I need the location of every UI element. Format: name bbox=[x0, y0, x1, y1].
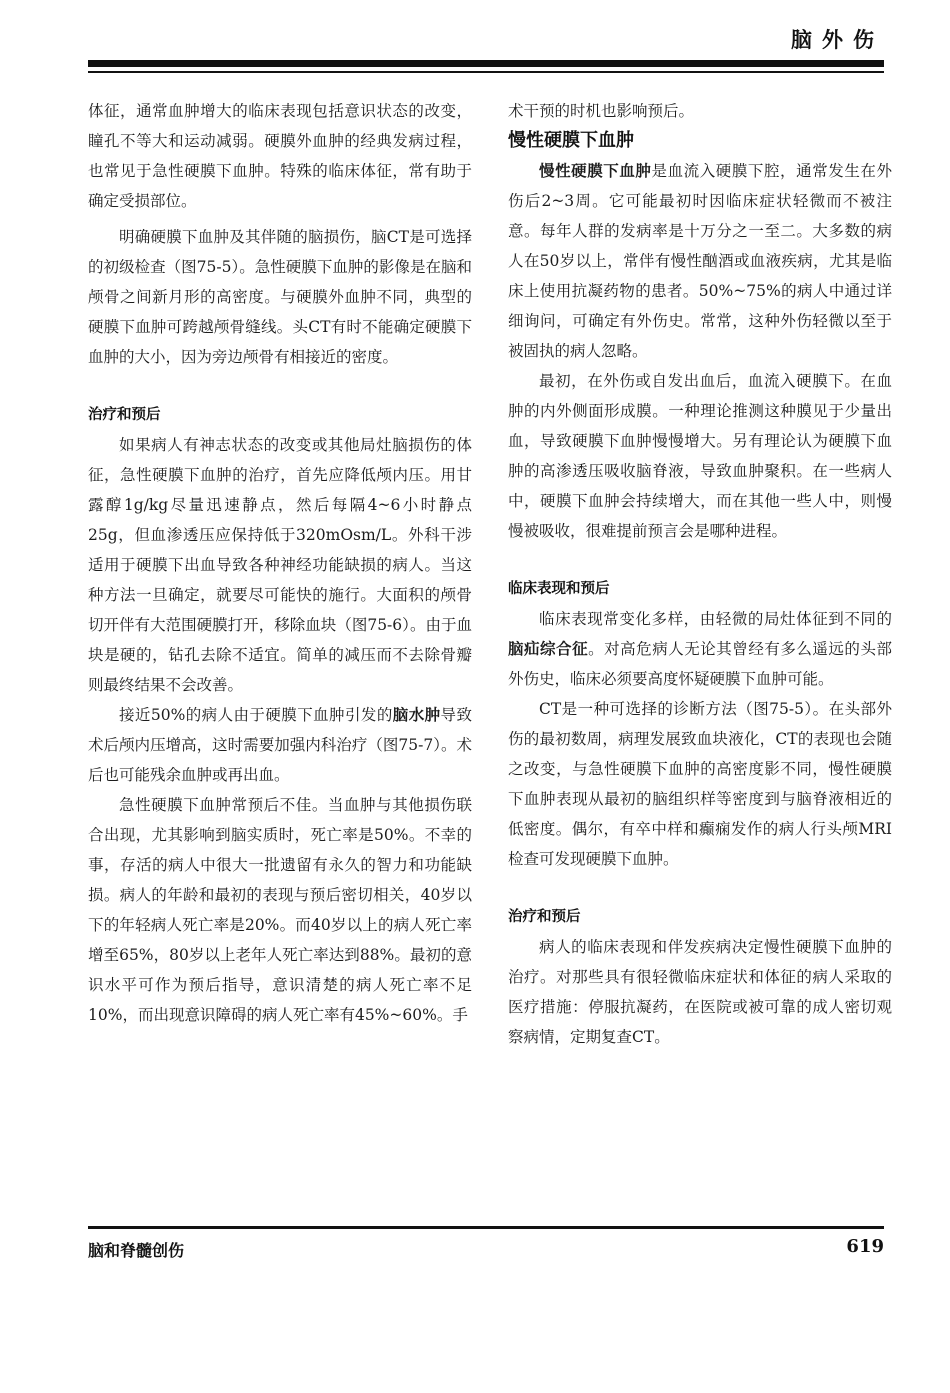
left-column bbox=[88, 96, 472, 1030]
right-paragraph-6: 病人的临床表现和伴发疾病决定慢性硬膜下血肿的治疗。对那些具有很轻微临床症状和体征的病人采取的医疗措施：停服抗凝药，在医院或被可靠的成人密切观察病情，定期复查CT。 bbox=[508, 938, 892, 1046]
left-paragraph-4 bbox=[88, 700, 472, 790]
header-rule-thin bbox=[88, 71, 884, 73]
term-chronic-sdh: 慢性硬膜下血肿 bbox=[539, 162, 652, 180]
term-herniation-syndrome: 脑疝综合征 bbox=[508, 640, 589, 658]
left-p4-before: 接近50%的病人由于硬膜下血肿引发的 bbox=[119, 706, 393, 724]
right-p4-before: 临床表现常变化多样，由轻微的局灶体征到不同的 bbox=[539, 610, 892, 628]
right-paragraph-3: 最初，在外伤或自发出血后，血流入硬膜下。在血肿的内外侧面形成膜。一种理论推测这种膜见于少量出血，导致硬膜下血肿慢慢增大。另有理论认为硬膜下血肿的高渗透压吸收脑脊液，导致血肿聚积。在一些病人中，硬膜下血肿会持续增大，而在其他一些人中，则慢慢被吸收，很难提前预言会是哪种进程。 bbox=[508, 372, 892, 540]
right-paragraph-5: CT是一种可选择的诊断方法（图75-5）。在头部外伤的最初数周，病理发展致血块液化，CT的表现也会随之改变，与急性硬膜下血肿的高密度影不同，慢性硬膜下血肿表现从最初的脑组织样等密度到与脑脊液相近的低密度。偶尔，有卒中样和癫痫发作的病人行头颅MRI检查可发现硬膜下血肿。 bbox=[508, 700, 892, 868]
header-rule-thick bbox=[88, 60, 884, 67]
left-paragraph-1: 体征，通常血肿增大的临床表现包括意识状态的改变，瞳孔不等大和运动减弱。硬膜外血肿的经典发病过程，也常见于急性硬膜下血肿。特殊的临床体征，常有助于确定受损部位。 bbox=[88, 102, 472, 210]
right-paragraph-2 bbox=[508, 156, 892, 366]
left-treatment-heading: 治疗和预后 bbox=[88, 407, 161, 423]
right-clinical-heading: 临床表现和预后 bbox=[508, 581, 610, 597]
footer-page-number: 619 bbox=[846, 1236, 884, 1257]
footer-book-title: 脑和脊髓创伤 bbox=[88, 1241, 185, 1260]
left-p4-after: 导致术后颅内压增高，这时需要加强内科治疗（图75-7）。术后也可能残余血肿或再出血。 bbox=[88, 706, 472, 784]
right-treatment-heading: 治疗和预后 bbox=[508, 909, 581, 925]
footer-rule bbox=[88, 1226, 884, 1229]
left-paragraph-3: 如果病人有神志状态的改变或其他局灶脑损伤的体征，急性硬膜下血肿的治疗，首先应降低颅内压。用甘露醇1g/kg尽量迅速静点，然后每隔4~6小时静点25g，但血渗透压应保持低于320mOsm/L。外科干涉适用于硬膜下出血导致各种神经功能缺损的病人。当这种方法一旦确定，就要尽可能快的施行。大面积的颅骨切开伴有大范围硬膜打开，移除血块（图75-6）。由于血块是硬的，钻孔去除不适宜。简单的减压而不去除骨瓣则最终结果不会改善。 bbox=[88, 436, 472, 694]
left-paragraph-2: 明确硬膜下血肿及其伴随的脑损伤，脑CT是可选择的初级检查（图75-5）。急性硬膜下血肿的影像是在脑和颅骨之间新月形的高密度。与硬膜外血肿不同，典型的硬膜下血肿可跨越颅骨缝线。头CT有时不能确定硬膜下血肿的大小，因为旁边颅骨有相接近的密度。 bbox=[88, 228, 472, 366]
section-heading-chronic-sdh: 慢性硬膜下血肿 bbox=[508, 130, 634, 151]
page-header-title: 脑外伤 bbox=[791, 28, 884, 52]
right-p2-after: 是血流入硬膜下腔，通常发生在外伤后2~3周。它可能最初时因临床症状轻微而不被注意。每年人群的发病率是十万分之一至二。大多数的病人在50岁以上，常伴有慢性酗酒或血液疾病，尤其是临床上使用抗凝药物的患者。50%~75%的病人中通过详细询问，可确定有外伤史。常常，这种外伤轻微以至于被固执的病人忽略。 bbox=[508, 162, 892, 360]
term-brain-edema: 脑水肿 bbox=[392, 706, 441, 724]
right-paragraph-1: 术干预的时机也影响预后。 bbox=[508, 102, 695, 120]
right-paragraph-4 bbox=[508, 604, 892, 694]
right-column bbox=[508, 96, 892, 1052]
right-p4-after: 。对高危病人无论其曾经有多么遥远的头部外伤史，临床必须要高度怀疑硬膜下血肿可能。 bbox=[508, 640, 892, 688]
left-paragraph-5: 急性硬膜下血肿常预后不佳。当血肿与其他损伤联合出现，尤其影响到脑实质时，死亡率是50%。不幸的事，存活的病人中很大一批遗留有永久的智力和功能缺损。病人的年龄和最初的表现与预后密切相关，40岁以下的年轻病人死亡率是20%。而40岁以上的病人死亡率增至65%，80岁以上老年人死亡率达到88%。最初的意识水平可作为预后指导，意识清楚的病人死亡率不足10%，而出现意识障碍的病人死亡率有45%~60%。手 bbox=[88, 796, 472, 1024]
